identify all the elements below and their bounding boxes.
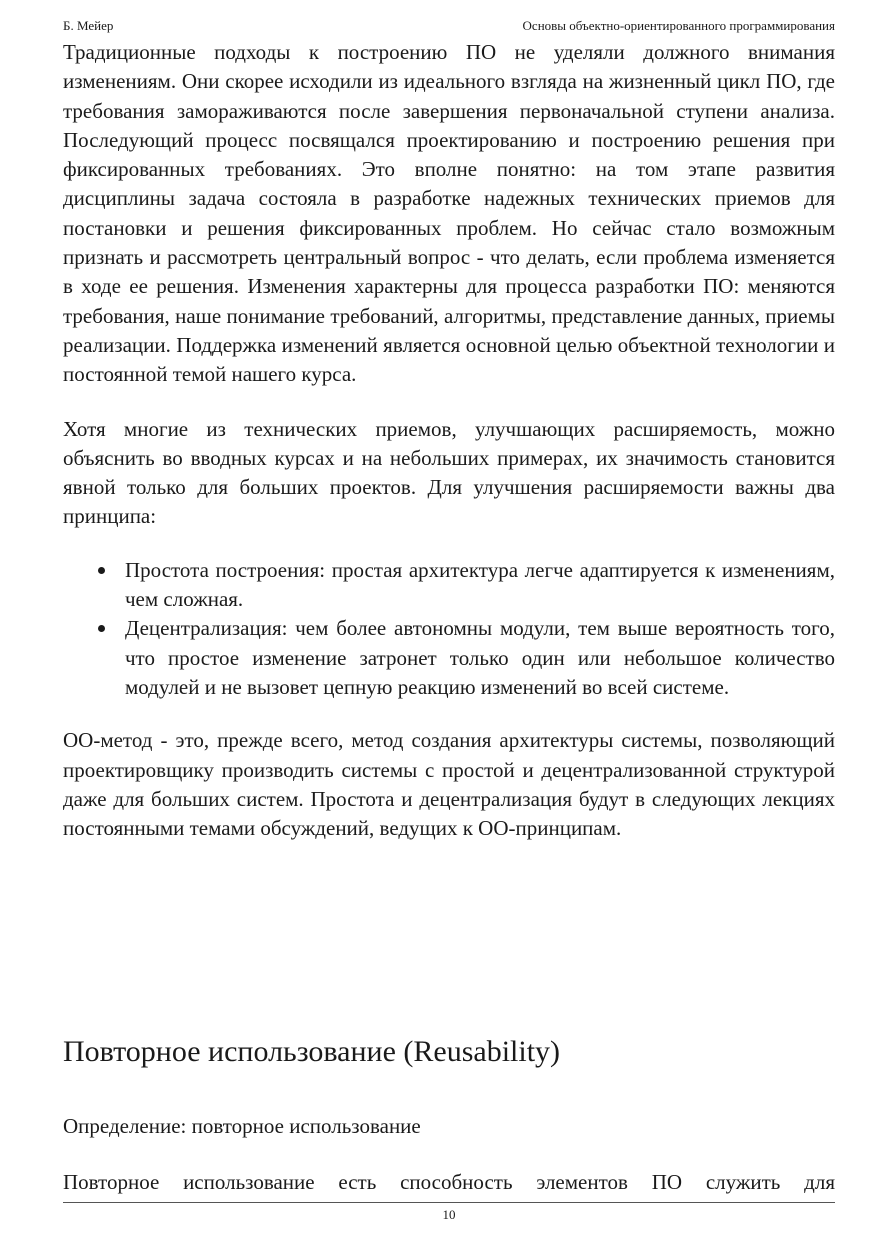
list-item-simplicity <box>125 556 835 615</box>
running-header <box>63 17 835 35</box>
paragraph-extensibility: Хотя многие из технических приемов, улучшающих расширяемость, можно объяснить во вводных курсах и на небольших примерах, их значимость становится явной только для больших проектов. Для улучшения расширяемости важны два принципа: <box>63 416 835 529</box>
header-author: Б. Мейер <box>63 18 114 33</box>
section-heading: Повторное использование (Reusability) <box>63 1035 561 1068</box>
footer-divider <box>63 1202 835 1203</box>
list-item-text: Децентрализация: чем более автономны модули, тем выше вероятность того, что простое изменение затронет только один или небольшое количество модулей и не вызовет цепную реакцию изменений во всей системе. <box>125 616 835 699</box>
bullet-icon <box>98 567 105 574</box>
principles-list <box>63 556 835 702</box>
definition-first-line: Повторное использование есть способность элементов ПО служить для <box>63 1170 835 1194</box>
paragraph-change-support: Традиционные подходы к построению ПО не уделяли должного внимания изменениям. Они скорее исходили из идеального взгляда на жизненный цикл ПО, где требования замораживаются после завершения первоначальной ступени анализа. Последующий процесс посвящался проектированию и построению решения при фиксированных требованиях. Это вполне понятно: на том этапе развития дисциплины задача состояла в разработке надежных технических приемов для постановки и решения фиксированных проблем. Но сейчас стало возможным признать и рассмотреть центральный вопрос - что делать, если проблема изменяется в ходе ее решения. Изменения характерны для процесса разработки ПО: меняются требования, наше понимание требований, алгоритмы, представление данных, приемы реализации. Поддержка изменений является основной целью объектной технологии и постоянной темой нашего курса. <box>63 40 835 387</box>
document-page <box>63 0 835 1241</box>
header-book-title: Основы объектно-ориентированного программирования <box>522 18 835 33</box>
paragraph-oo-method: ОО-метод - это, прежде всего, метод создания архитектуры системы, позволяющий проектировщику производить системы с простой и децентрализованной структурой даже для больших систем. Простота и децентрализация будут в следующих лекциях постоянными темами обсуждений, ведущих к ОО-принципам. <box>63 728 835 841</box>
list-item-decentralization <box>125 614 835 702</box>
bullet-icon <box>98 625 105 632</box>
page-number: 10 <box>442 1207 456 1222</box>
definition-title: Определение: повторное использование <box>63 1114 421 1138</box>
body-text <box>63 38 835 843</box>
list-item-text: Простота построения: простая архитектура легче адаптируется к изменениям, чем сложная. <box>125 557 835 612</box>
